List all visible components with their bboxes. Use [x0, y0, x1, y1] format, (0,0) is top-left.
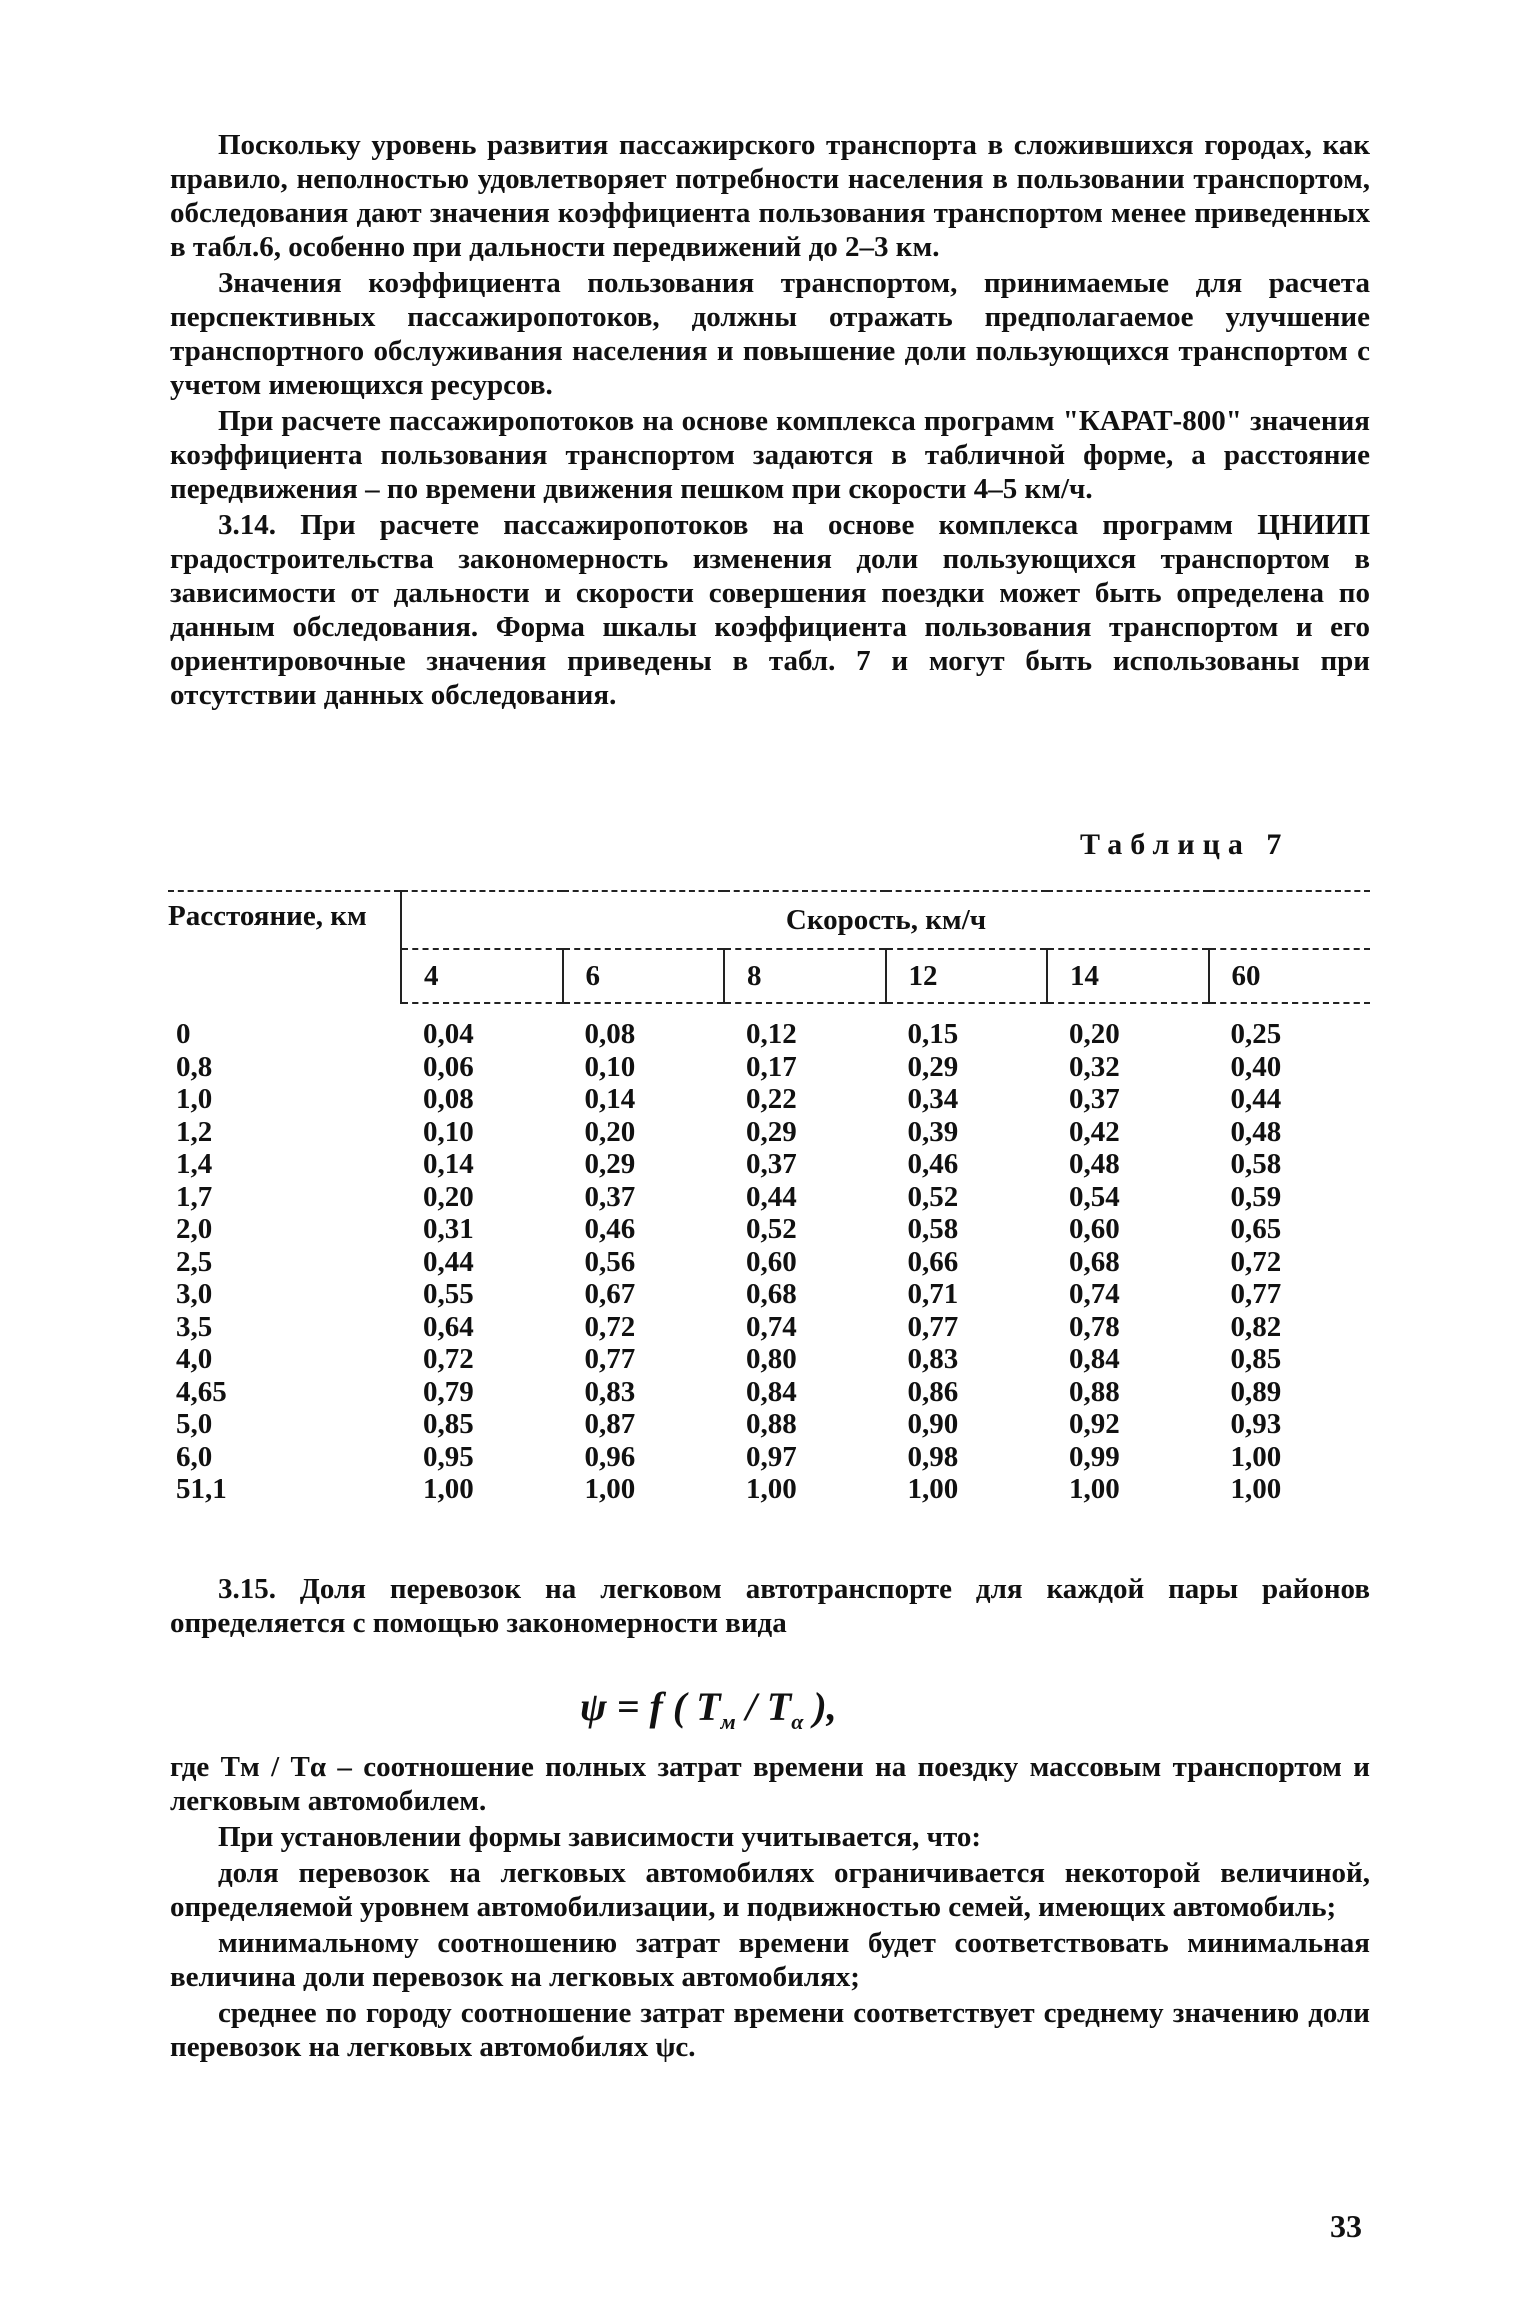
value-cell: 0,15	[907, 1018, 959, 1051]
value-cell: 1,00	[1230, 1473, 1282, 1506]
table-row	[168, 1051, 1370, 1084]
value-cell: 0,83	[584, 1375, 636, 1408]
distance-cell: 6,0	[176, 1440, 213, 1473]
value-cell: 0,54	[1069, 1180, 1120, 1213]
value-cell: 0,17	[746, 1050, 797, 1083]
value-cell: 0,87	[584, 1408, 636, 1441]
speed-header: Скорость, км/ч	[401, 891, 1370, 949]
table-row	[168, 1181, 1370, 1214]
value-cell: 0,85	[1230, 1343, 1282, 1376]
value-cell: 0,90	[907, 1408, 959, 1441]
value-cell: 0,79	[423, 1375, 474, 1408]
distance-cell: 1,4	[176, 1148, 213, 1181]
formula-slash: / T	[735, 1684, 792, 1729]
value-cell: 0,46	[907, 1148, 959, 1181]
distance-cell: 3,5	[176, 1310, 213, 1343]
speed-col-header: 60	[1209, 949, 1371, 1003]
paragraph: доля перевозок на легковых автомобилях ограничивается некоторой величиной, определяемой уровнем автомобилизации, и подвижностью семей, имеющих автомобиль;	[170, 1857, 1370, 1923]
value-cell: 0,14	[423, 1148, 474, 1181]
value-cell: 0,82	[1230, 1310, 1282, 1343]
table-row	[168, 1116, 1370, 1149]
value-cell: 0,84	[746, 1375, 797, 1408]
value-cell: 0,72	[1230, 1245, 1282, 1278]
value-cell: 0,10	[423, 1115, 474, 1148]
table-row	[168, 1441, 1370, 1474]
distance-cell: 3,0	[176, 1278, 213, 1311]
value-cell: 0,86	[907, 1375, 959, 1408]
value-cell: 0,34	[907, 1083, 959, 1116]
table-row	[168, 1278, 1370, 1311]
value-cell: 0,37	[584, 1180, 636, 1213]
distance-header: Расстояние, км	[168, 891, 401, 1003]
distance-cell: 4,65	[176, 1375, 227, 1408]
paragraph: Значения коэффициента пользования транспортом, принимаемые для расчета перспективных пассажиропотоков, должны отражать предполагаемое улучшение транспортного обслуживания населения и повышение доли пользующихся транспортом с учетом имеющихся ресурсов.	[170, 267, 1370, 401]
speed-col-header: 14	[1047, 949, 1209, 1003]
distance-cell: 1,2	[176, 1115, 213, 1148]
value-cell: 0,29	[746, 1115, 797, 1148]
formula-sub-a: α	[791, 1709, 804, 1734]
value-cell: 1,00	[907, 1473, 959, 1506]
speed-col-header: 8	[724, 949, 886, 1003]
value-cell: 0,71	[907, 1278, 959, 1311]
table-row	[168, 1311, 1370, 1344]
table-row	[168, 1473, 1370, 1506]
page-number: 33	[1330, 2208, 1362, 2244]
table-row	[168, 1213, 1370, 1246]
value-cell: 0,10	[584, 1050, 636, 1083]
value-cell: 0,68	[746, 1278, 797, 1311]
distance-cell: 2,0	[176, 1213, 213, 1246]
value-cell: 0,04	[423, 1018, 474, 1051]
formula	[580, 1683, 837, 1735]
distance-cell: 0,8	[176, 1050, 213, 1083]
paragraph: минимальному соотношению затрат времени будет соответствовать минимальная величина доли перевозок на легковых автомобилях;	[170, 1927, 1370, 1993]
value-cell: 0,77	[907, 1310, 959, 1343]
formula-lhs: ψ = f ( T	[580, 1684, 721, 1729]
paragraph: Поскольку уровень развития пассажирского транспорта в сложившихся городах, как правило, неполностью удовлетворяет потребности населения в пользовании транспортом, обследования дают значения коэффициента пользования транспортом менее приведенных в табл.6, особенно при дальности передвижений до 2–3 км.	[170, 129, 1370, 263]
value-cell: 0,96	[584, 1440, 636, 1473]
value-cell: 0,89	[1230, 1375, 1282, 1408]
value-cell: 0,77	[1230, 1278, 1282, 1311]
distance-cell: 5,0	[176, 1408, 213, 1441]
table-row	[168, 1408, 1370, 1441]
value-cell: 0,29	[907, 1050, 959, 1083]
value-cell: 0,58	[907, 1213, 959, 1246]
coefficient-table	[168, 890, 1370, 1506]
formula-rhs: ),	[803, 1684, 837, 1729]
value-cell: 0,52	[907, 1180, 959, 1213]
value-cell: 1,00	[1230, 1440, 1282, 1473]
value-cell: 0,84	[1069, 1343, 1120, 1376]
paragraph: среднее по городу соотношение затрат времени соответствует среднему значению доли перевозок на легковых автомобилях ψc.	[170, 1997, 1370, 2063]
value-cell: 0,37	[746, 1148, 797, 1181]
table-row	[168, 1343, 1370, 1376]
value-cell: 1,00	[584, 1473, 636, 1506]
value-cell: 0,29	[584, 1148, 636, 1181]
value-cell: 0,83	[907, 1343, 959, 1376]
distance-cell: 1,7	[176, 1180, 213, 1213]
value-cell: 1,00	[746, 1473, 797, 1506]
section-3-15	[170, 1572, 1370, 1640]
value-cell: 0,74	[746, 1310, 797, 1343]
top-text-block	[170, 128, 1370, 712]
value-cell: 0,20	[1069, 1018, 1120, 1051]
value-cell: 0,80	[746, 1343, 797, 1376]
value-cell: 0,25	[1230, 1018, 1282, 1051]
value-cell: 0,74	[1069, 1278, 1120, 1311]
paragraph-where: где Tм / Tα – соотношение полных затрат времени на поездку массовым транспортом и легковым автомобилем.	[170, 1751, 1370, 1817]
value-cell: 0,32	[1069, 1050, 1120, 1083]
value-cell: 0,95	[423, 1440, 474, 1473]
value-cell: 0,65	[1230, 1213, 1282, 1246]
value-cell: 0,56	[584, 1245, 636, 1278]
value-cell: 0,78	[1069, 1310, 1120, 1343]
value-cell: 0,68	[1069, 1245, 1120, 1278]
value-cell: 0,72	[584, 1310, 636, 1343]
distance-cell: 1,0	[176, 1083, 213, 1116]
value-cell: 0,72	[423, 1343, 474, 1376]
value-cell: 0,06	[423, 1050, 474, 1083]
value-cell: 1,00	[423, 1473, 474, 1506]
table-row	[168, 1003, 1370, 1051]
value-cell: 0,42	[1069, 1115, 1120, 1148]
value-cell: 0,88	[746, 1408, 797, 1441]
distance-cell: 4,0	[176, 1343, 213, 1376]
value-cell: 0,88	[1069, 1375, 1120, 1408]
value-cell: 0,85	[423, 1408, 474, 1441]
value-cell: 0,48	[1069, 1148, 1120, 1181]
table-row	[168, 1148, 1370, 1181]
paragraph: При расчете пассажиропотоков на основе комплекса программ "КАРАТ-800" значения коэффициента пользования транспортом задаются в табличной форме, а расстояние передвижения – по времени движения пешком при скорости 4–5 км/ч.	[170, 405, 1370, 505]
value-cell: 0,20	[584, 1115, 636, 1148]
value-cell: 0,48	[1230, 1115, 1282, 1148]
value-cell: 0,98	[907, 1440, 959, 1473]
value-cell: 1,00	[1069, 1473, 1120, 1506]
value-cell: 0,58	[1230, 1148, 1282, 1181]
value-cell: 0,46	[584, 1213, 636, 1246]
value-cell: 0,44	[746, 1180, 797, 1213]
value-cell: 0,59	[1230, 1180, 1282, 1213]
value-cell: 0,64	[423, 1310, 474, 1343]
value-cell: 0,60	[746, 1245, 797, 1278]
distance-cell: 0	[176, 1017, 191, 1050]
value-cell: 0,77	[584, 1343, 636, 1376]
value-cell: 0,99	[1069, 1440, 1120, 1473]
value-cell: 0,31	[423, 1213, 474, 1246]
value-cell: 0,66	[907, 1245, 959, 1278]
table-row	[168, 1376, 1370, 1409]
value-cell: 0,97	[746, 1440, 797, 1473]
value-cell: 0,60	[1069, 1213, 1120, 1246]
value-cell: 0,37	[1069, 1083, 1120, 1116]
speed-col-header: 4	[401, 949, 563, 1003]
value-cell: 0,55	[423, 1278, 474, 1311]
value-cell: 0,39	[907, 1115, 959, 1148]
distance-cell: 2,5	[176, 1245, 213, 1278]
table-row	[168, 1083, 1370, 1116]
table-row	[168, 1246, 1370, 1279]
speed-col-header: 6	[563, 949, 725, 1003]
value-cell: 0,12	[746, 1018, 797, 1051]
bottom-text-block	[170, 1750, 1370, 2064]
value-cell: 0,08	[423, 1083, 474, 1116]
speed-col-header: 12	[886, 949, 1048, 1003]
value-cell: 0,22	[746, 1083, 797, 1116]
value-cell: 0,40	[1230, 1050, 1282, 1083]
value-cell: 0,14	[584, 1083, 636, 1116]
value-cell: 0,44	[1230, 1083, 1282, 1116]
value-cell: 0,20	[423, 1180, 474, 1213]
paragraph-3-14: 3.14. При расчете пассажиропотоков на основе комплекса программ ЦНИИП градостроительства закономерность изменения доли пользующихся транспортом в зависимости от дальности и скорости совершения поездки может быть определена по данным обследования. Форма шкалы коэффициента пользования транспортом и его ориентировочные значения приведены в табл. 7 и могут быть использованы при отсутствии данных обследования.	[170, 509, 1370, 711]
value-cell: 0,92	[1069, 1408, 1120, 1441]
value-cell: 0,93	[1230, 1408, 1282, 1441]
value-cell: 0,67	[584, 1278, 636, 1311]
paragraph-3-15: 3.15. Доля перевозок на легковом автотранспорте для каждой пары районов определяется с помощью закономерности вида	[170, 1573, 1370, 1639]
formula-sub-m: м	[720, 1709, 736, 1734]
value-cell: 0,44	[423, 1245, 474, 1278]
table-caption: Таблица 7	[1080, 828, 1290, 861]
value-cell: 0,08	[584, 1018, 636, 1051]
value-cell: 0,52	[746, 1213, 797, 1246]
distance-cell: 51,1	[176, 1473, 227, 1506]
paragraph: При установлении формы зависимости учитывается, что:	[218, 1821, 981, 1853]
